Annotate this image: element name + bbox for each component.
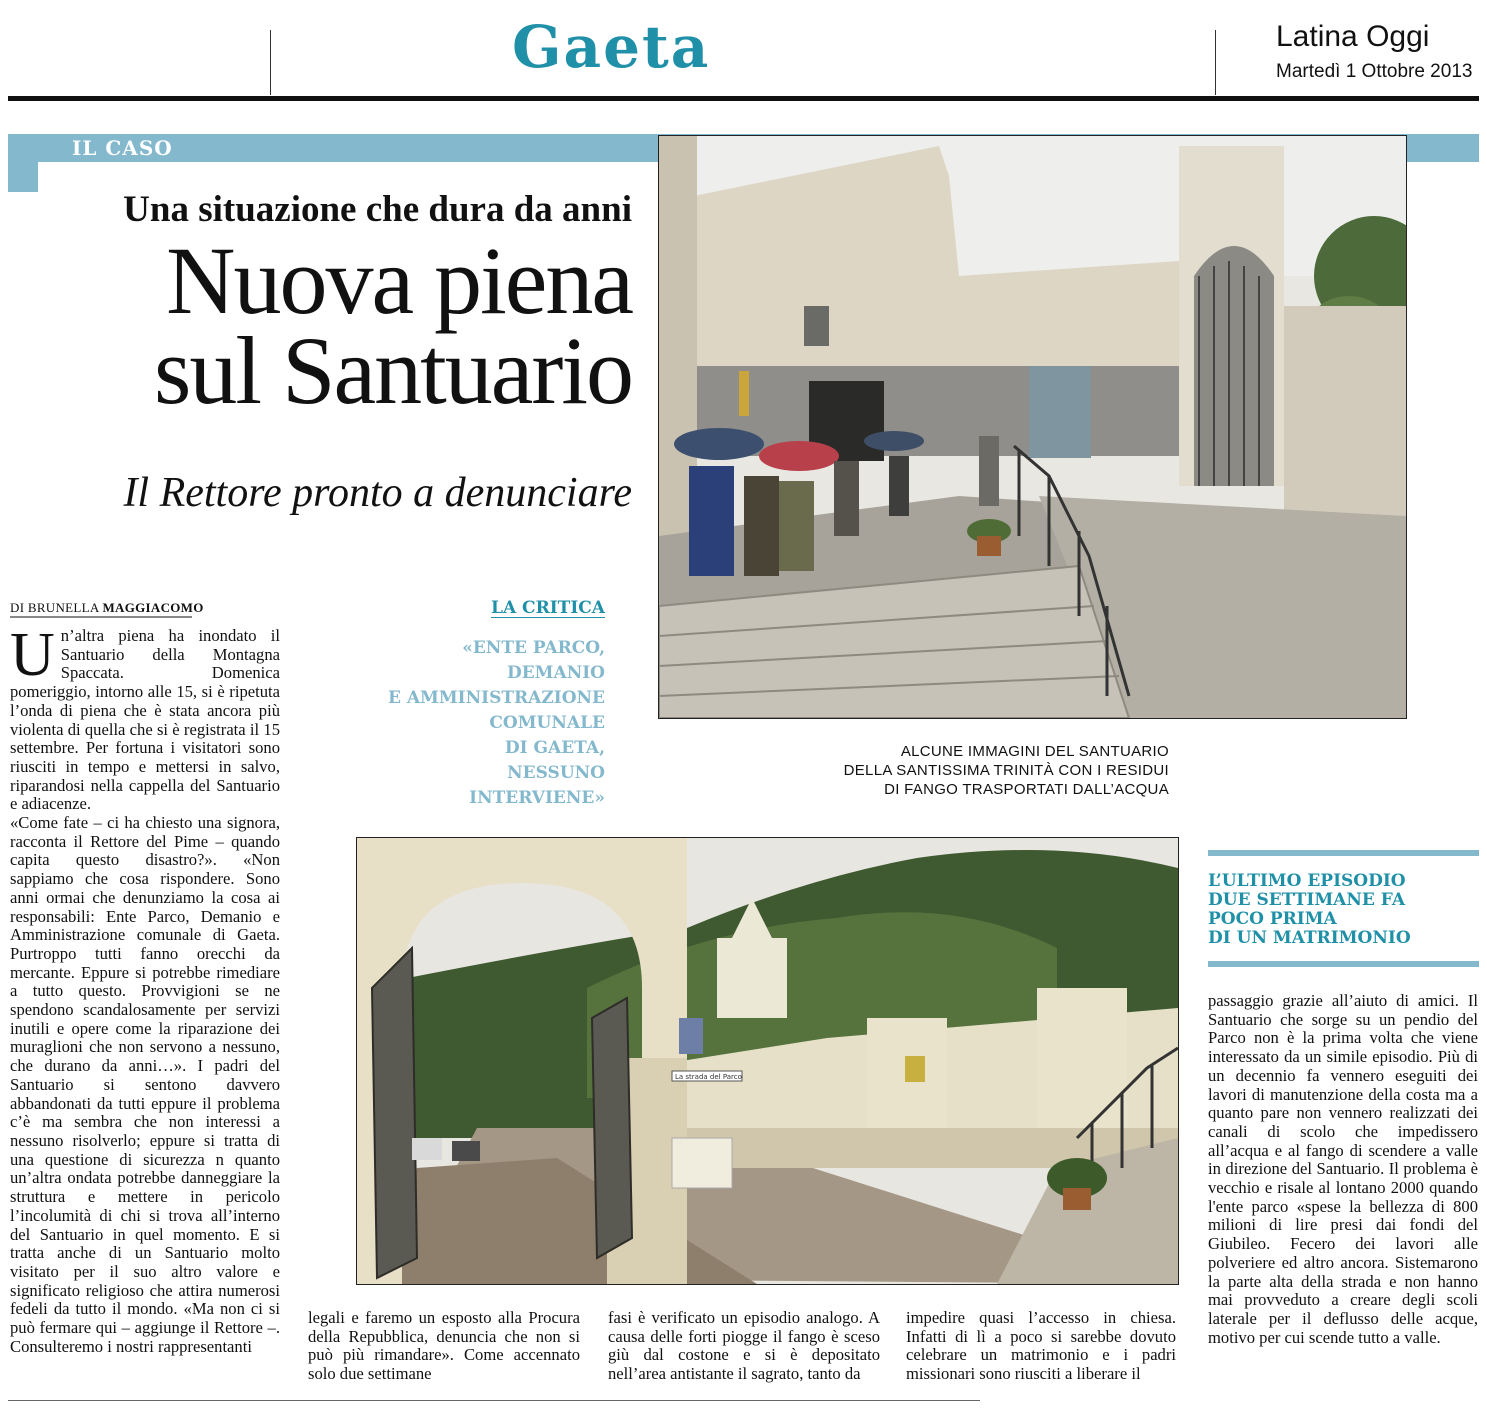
header-rule — [8, 96, 1479, 101]
caption-line: ALCUNE IMMAGINI DEL SANTUARIO — [900, 743, 1169, 760]
article-paragraph — [10, 621, 280, 814]
byline-underline — [10, 616, 192, 618]
subheadline: Il Rettore pronto a denunciare — [123, 470, 632, 516]
photo-caption — [789, 742, 1169, 799]
quote-line: DEMANIO — [506, 663, 605, 683]
article-column-1 — [10, 621, 280, 1356]
sidebar-quote — [345, 636, 605, 811]
episode-title-line: DI UN MATRIMONIO — [1208, 928, 1411, 948]
paragraph-text: n’altra piena ha inondato il Santuario della Montagna Spaccata. Domenica pomeriggio, intorno alle 15, si è ripetuta l’onda di piena che è stata ancora più violenta di quella che si è registrata il 15 settembre. Per fortuna i visitatori sono riusciti in tempo e mettersi in salvo, riparandosi nella cappella del Santuario e adiacenze. — [10, 626, 280, 814]
gate-sign-text: La strada del Parco — [675, 1073, 742, 1081]
episode-box-title — [1208, 872, 1476, 948]
section-title: Gaeta — [512, 13, 711, 81]
article-column-5: passaggio grazie all’aiuto di amici. Il Santuario che sorge su un pendio del Parco non è la prima volta che viene interessato da un simile episodio. Più di un decennio fa vennero eseguiti dei lavori di manutenzione della costa ma a quanto pare non vennero realizzati dei canali di scolo che impedissero all’acqua e al fango di scendere a valle in direzione del Santuario. Il problema è vecchio e risale al lontano 2000 quando l'ente parco «spese la bellezza di 800 milioni di lire presi dai fondi del Giubileo. Fecero dei lavori alle polveriere ed altro ancora. Sistemarono la parte alta della strada e non hanno mai provveduto a creare degli scoli laterale per il deflusso delle acque, motivo per cui scende tutto a valle. — [1208, 991, 1478, 1347]
overline: Una situazione che dura da anni — [123, 189, 632, 230]
episode-title-line: L’ULTIMO EPISODIO — [1208, 871, 1406, 891]
newspaper-name: Latina Oggi — [1276, 20, 1430, 53]
quote-line: INTERVIENE» — [469, 788, 605, 808]
photo-sanctuary-gate — [356, 837, 1179, 1285]
quote-line: COMUNALE — [489, 713, 605, 733]
page-bottom-rule — [8, 1400, 980, 1401]
kicker-band-corner — [8, 162, 38, 192]
episode-title-line: DUE SETTIMANE FA — [1208, 890, 1406, 910]
caption-line: DELLA SANTISSIMA TRINITÀ CON I RESIDUI — [843, 762, 1169, 779]
byline-prefix: DI BRUNELLA — [10, 600, 99, 615]
headline-line-2: sul Santuario — [154, 317, 632, 424]
issue-date: Martedì 1 Ottobre 2013 — [1276, 61, 1473, 82]
quote-line: «ENTE PARCO, — [462, 638, 605, 658]
caption-line: DI FANGO TRASPORTATI DALL’ACQUA — [884, 781, 1169, 798]
drop-cap: U — [10, 621, 55, 689]
header-divider-left — [270, 30, 271, 95]
quote-line: DI GAETA, — [504, 738, 605, 758]
photo-sanctuary-steps — [658, 135, 1407, 719]
episode-box-top-rule — [1208, 850, 1479, 856]
quote-line: NESSUNO — [507, 763, 605, 783]
header-divider-right — [1215, 30, 1216, 95]
quote-line: E AMMINISTRAZIONE — [387, 688, 605, 708]
episode-box-bottom-rule — [1208, 961, 1479, 967]
byline-author: MAGGIACOMO — [102, 600, 204, 615]
headline-line-1: Nuova piena — [166, 227, 632, 334]
episode-title-line: POCO PRIMA — [1208, 909, 1337, 929]
kicker-label: IL CASO — [72, 136, 173, 160]
article-column-3: fasi è verificato un episodio analogo. A causa delle forti piogge il fango è sceso giù dal costone e si è depositato nell’area antistante il sagrato, tanto da — [608, 1308, 880, 1384]
byline — [10, 600, 204, 616]
article-paragraph: «Come fate – ci ha chiesto una signora, racconta il Rettore del Pime – quando capita questo disastro?». «Non sappiamo che cosa rispondere. Sono anni ormai che denunziamo la cosa ai responsabili: Ente Parco, Demanio e Amministrazione comunale di Gaeta. Purtroppo tutti fanno orecchi da mercante. Eppure si potrebbe rimediare a tutto questo. Provvigioni se ne spendono scandalosamente per servizi inutili e opere come la riparazione dei muraglioni che non servono a nessuno, che durano da anni…». I padri del Santuario si sentono davvero abbandonati da tutti eppure il problema c’è ma sembra che non interessi a nessuno risolverlo; eppure si tratta di una questione di sicurezza n quanto un’altra ondata potrebbe danneggiare la struttura e mettere in pericolo l’incolumità di chi si trova all’interno del Santuario in quel momento. E si tratta anche di un Santuario molto visitato per il suo altro valore e significato religioso che attira numerosi fedeli da tutto il mondo. «Ma non ci si può fermare qui – aggiunge il Rettore –. Consulteremo i nostri rappresentanti — [10, 813, 280, 1356]
sidebar-label: LA CRITICA — [491, 598, 605, 618]
article-column-2: legali e faremo un esposto alla Procura della Repubblica, denuncia che non si può più rimandare». Come accennato solo due settimane — [308, 1308, 580, 1384]
headline — [154, 227, 632, 424]
article-column-4: impedire quasi l’accesso in chiesa. Infatti di lì a poco si sarebbe dovuto celebrare un matrimonio e i padri missionari sono riusciti a liberare il — [906, 1308, 1176, 1384]
